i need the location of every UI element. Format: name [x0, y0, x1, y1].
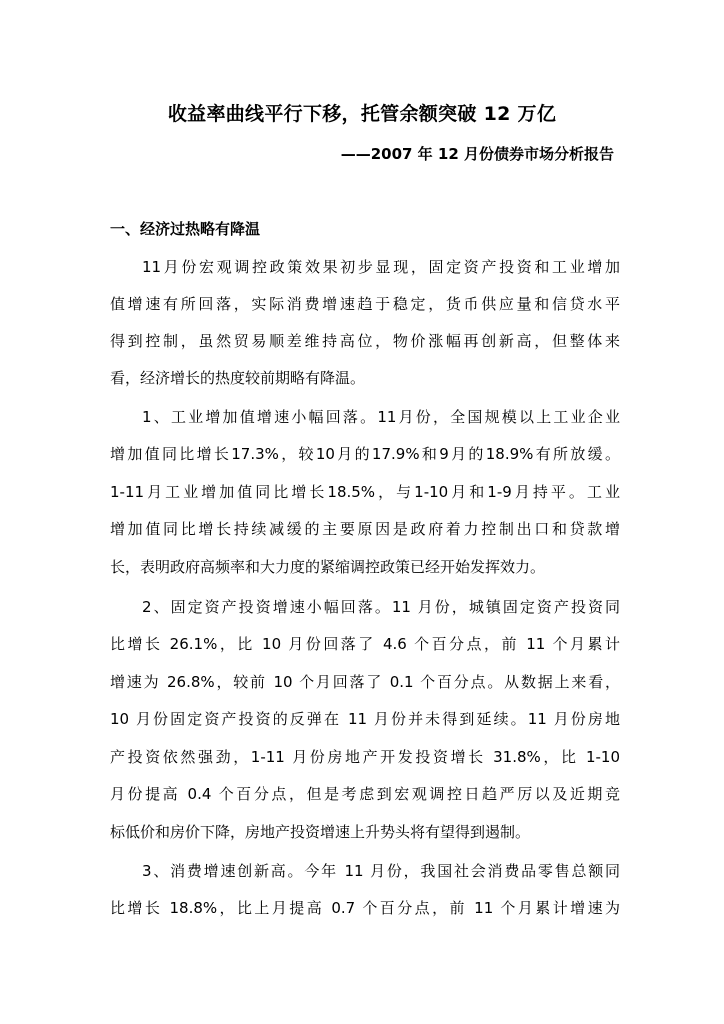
paragraph-line: 3、消费增速创新高。今年 11 月份，我国社会消费品零售总额同 [142, 862, 620, 880]
document-title: 收益率曲线平行下移，托管余额突破 12 万亿 [167, 103, 557, 125]
paragraph-line: 2、固定资产投资增速小幅回落。11 月份，城镇固定资产投资同 [142, 598, 620, 616]
paragraph-line: 1-11月工业增加值同比增长18.5%，与1-10月和1-9月持平。工业 [110, 483, 620, 501]
paragraph-line: 比增长 18.8%，比上月提高 0.7 个百分点，前 11 个月累计增速为 [110, 899, 620, 917]
section-heading: 一、经济过热略有降温 [110, 220, 261, 238]
paragraph-line: 10 月份固定资产投资的反弹在 11 月份并未得到延续。11 月份房地 [110, 710, 620, 728]
paragraph-line: 11月份宏观调控政策效果初步显现，固定资产投资和工业增加 [142, 258, 620, 276]
paragraph-line: 标低价和房价下降，房地产投资增速上升势头将有望得到遏制。 [110, 823, 531, 841]
paragraph-line: 值增速有所回落，实际消费增速趋于稳定，货币供应量和信贷水平 [110, 295, 620, 313]
document-subtitle: ——2007 年 12 月份债券市场分析报告 [340, 145, 614, 163]
paragraph-line: 看，经济增长的热度较前期略有降温。 [110, 369, 366, 387]
paragraph-line: 长，表明政府高频率和大力度的紧缩调控政策已经开始发挥效力。 [110, 558, 546, 576]
paragraph-line: 产投资依然强劲，1-11 月份房地产开发投资增长 31.8%，比 1-10 [110, 748, 620, 766]
paragraph-line: 增加值同比增长持续减缓的主要原因是政府着力控制出口和贷款增 [110, 520, 620, 538]
paragraph-line: 比增长 26.1%，比 10 月份回落了 4.6 个百分点，前 11 个月累计 [110, 635, 620, 653]
paragraph-line: 月份提高 0.4 个百分点，但是考虑到宏观调控日趋严厉以及近期竞 [110, 785, 620, 803]
paragraph-line: 得到控制，虽然贸易顺差维持高位，物价涨幅再创新高，但整体来 [110, 332, 620, 350]
paragraph-line: 1、工业增加值增速小幅回落。11月份，全国规模以上工业企业 [142, 408, 620, 426]
paragraph-line: 增加值同比增长17.3%，较10月的17.9%和9月的18.9%有所放缓。 [110, 445, 620, 463]
paragraph-line: 增速为 26.8%，较前 10 个月回落了 0.1 个百分点。从数据上来看， [110, 673, 620, 691]
